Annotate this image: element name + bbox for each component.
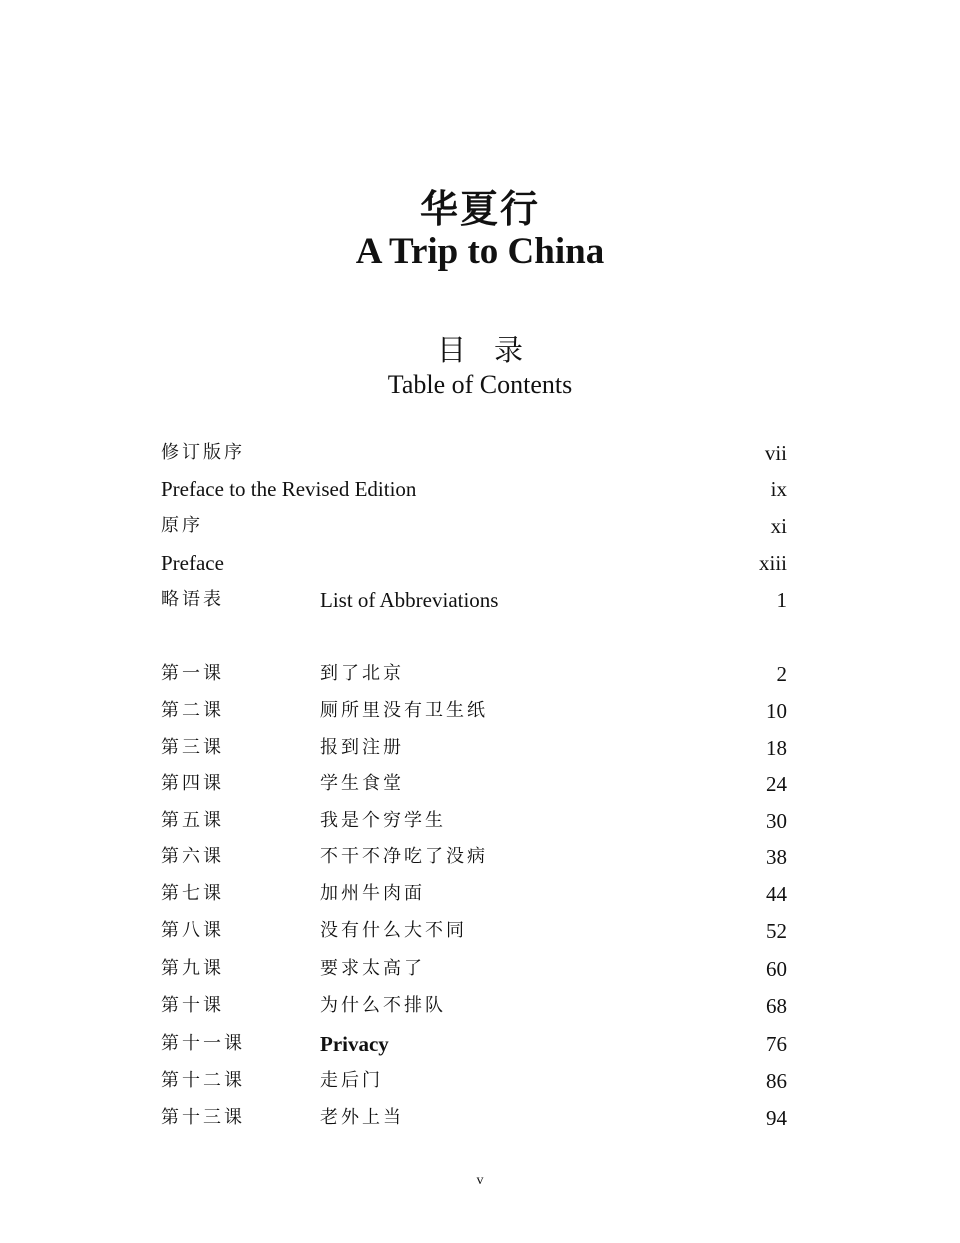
lesson-number: 第六课: [161, 846, 224, 867]
toc-lesson-7[interactable]: [161, 879, 787, 909]
lesson-title: 我是个穷学生: [320, 810, 446, 831]
toc-entry-label: Preface: [161, 551, 224, 575]
toc-entry-original-preface-zh[interactable]: [161, 511, 787, 541]
lesson-page: 18: [766, 736, 787, 760]
lesson-page: 30: [766, 809, 787, 833]
contents-heading-chinese: 目录: [436, 333, 551, 367]
toc-entry-page: vii: [764, 441, 787, 465]
lesson-title: 没有什么大不同: [320, 920, 467, 941]
toc-entry-label: Preface to the Revised Edition: [161, 477, 417, 501]
lesson-page: 94: [766, 1106, 787, 1130]
toc-entry-abbreviations[interactable]: [161, 585, 787, 615]
lesson-title: 不干不净吃了没病: [320, 846, 488, 867]
lesson-number: 第八课: [161, 920, 224, 941]
toc-lesson-5[interactable]: [161, 806, 787, 836]
toc-entry-label: 略语表: [161, 589, 224, 610]
toc-lesson-1[interactable]: [161, 659, 787, 689]
toc-entry-revised-preface-en[interactable]: [161, 474, 787, 504]
lesson-title: 老外上当: [320, 1107, 404, 1128]
lesson-number: 第二课: [161, 700, 224, 721]
contents-heading-english: Table of Contents: [387, 370, 573, 399]
lesson-title: Privacy: [320, 1032, 389, 1056]
lesson-number: 第十一课: [161, 1033, 245, 1054]
lesson-title: 走后门: [320, 1070, 383, 1091]
lesson-title: 加州牛肉面: [320, 883, 425, 904]
toc-entry-label: 修订版序: [161, 442, 245, 463]
toc-lesson-9[interactable]: [161, 954, 787, 984]
lesson-number: 第四课: [161, 773, 224, 794]
lesson-title: 到了北京: [320, 663, 404, 684]
lesson-number: 第九课: [161, 958, 224, 979]
book-title-chinese: 华夏行: [419, 186, 540, 231]
toc-entry-preface-en[interactable]: [161, 548, 787, 578]
lesson-page: 76: [766, 1032, 787, 1056]
lesson-title: 学生食堂: [320, 773, 404, 794]
page-number: v: [476, 1173, 484, 1188]
toc-lesson-8[interactable]: [161, 916, 787, 946]
lesson-title: 报到注册: [320, 737, 404, 758]
toc-lesson-2[interactable]: [161, 696, 787, 726]
toc-entry-page: ix: [770, 477, 787, 501]
toc-entry-page: xiii: [758, 551, 787, 575]
toc-lesson-6[interactable]: [161, 842, 787, 872]
lesson-number: 第七课: [161, 883, 224, 904]
lesson-page: 86: [766, 1069, 787, 1093]
lesson-page: 10: [766, 699, 787, 723]
lesson-number: 第五课: [161, 810, 224, 831]
lesson-title: 为什么不排队: [320, 995, 446, 1016]
toc-lesson-11[interactable]: [161, 1029, 787, 1059]
book-title-english: A Trip to China: [355, 231, 605, 272]
lesson-number: 第十课: [161, 995, 224, 1016]
toc-entry-page: 1: [776, 588, 787, 612]
lesson-title: 厕所里没有卫生纸: [320, 700, 488, 721]
toc-lesson-13[interactable]: [161, 1103, 787, 1133]
lesson-page: 38: [766, 845, 787, 869]
lesson-page: 60: [766, 957, 787, 981]
toc-lesson-4[interactable]: [161, 769, 787, 799]
toc-entry-label: 原序: [161, 515, 203, 536]
lesson-page: 44: [766, 882, 787, 906]
lesson-number: 第一课: [161, 663, 224, 684]
toc-lesson-12[interactable]: [161, 1066, 787, 1096]
lesson-page: 68: [766, 994, 787, 1018]
toc-entry-page: xi: [770, 514, 787, 538]
toc-entry-subtitle: List of Abbreviations: [320, 588, 499, 612]
toc-lesson-3[interactable]: [161, 733, 787, 763]
lesson-page: 2: [776, 662, 787, 686]
toc-entry-revised-preface-zh[interactable]: [161, 438, 787, 468]
lesson-number: 第三课: [161, 737, 224, 758]
lesson-number: 第十三课: [161, 1107, 245, 1128]
toc-lesson-10[interactable]: [161, 991, 787, 1021]
lesson-title: 要求太高了: [320, 958, 425, 979]
lesson-page: 24: [766, 772, 787, 796]
lesson-page: 52: [766, 919, 787, 943]
lesson-number: 第十二课: [161, 1070, 245, 1091]
